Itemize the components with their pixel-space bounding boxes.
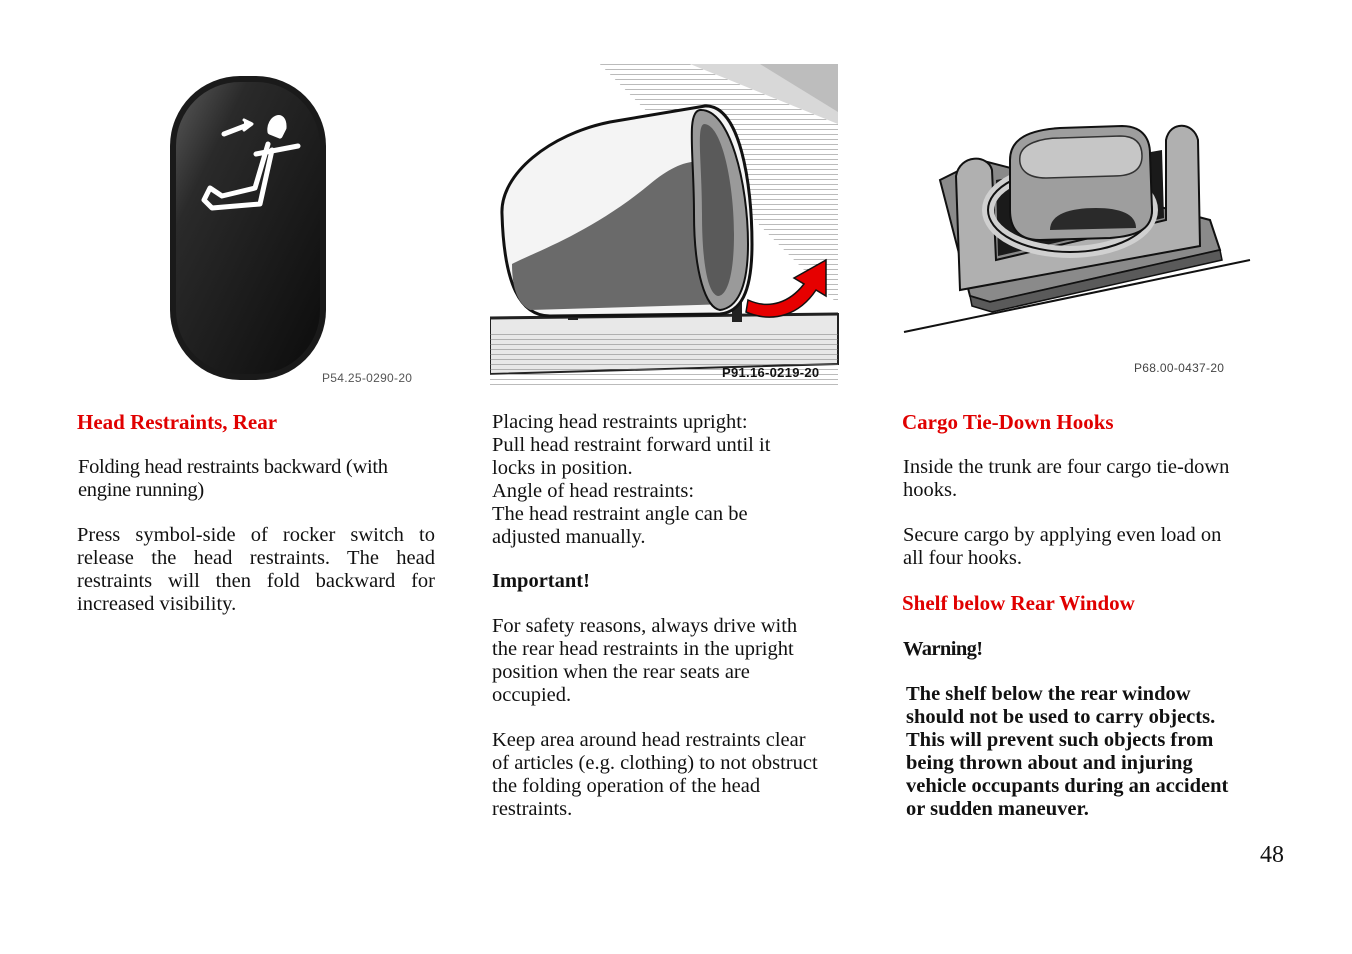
text-line: Keep area around head restraints clear xyxy=(492,729,806,751)
text-line: For safety reasons, always drive with xyxy=(492,615,798,637)
text-line: engine running) xyxy=(78,479,204,501)
cargo-hook-figure xyxy=(900,110,1260,385)
page-number: 48 xyxy=(1260,842,1284,868)
text-line: position when the rear seats are xyxy=(492,661,750,683)
text-line: of articles (e.g. clothing) to not obstruct xyxy=(492,752,818,774)
warning-text xyxy=(906,683,1228,821)
figure-code: P54.25-0290-20 xyxy=(322,371,413,385)
intro-text xyxy=(492,411,770,549)
headrest-illustration xyxy=(490,64,840,388)
text-line: This will prevent such objects from xyxy=(906,729,1214,751)
text-line: restraints. xyxy=(492,798,573,820)
text-line: hooks. xyxy=(903,479,958,501)
text-line: Folding head restraints backward (with xyxy=(78,456,388,478)
text-line: Inside the trunk are four cargo tie-down xyxy=(903,456,1230,478)
rocker-switch-illustration xyxy=(160,70,440,390)
text-line: Secure cargo by applying even load on xyxy=(903,524,1222,546)
text-line: the folding operation of the head xyxy=(492,775,761,797)
text-line: the rear head restraints in the upright xyxy=(492,638,794,660)
text-line: all four hooks. xyxy=(903,547,1022,569)
section-heading-head-restraints-rear: Head Restraints, Rear xyxy=(77,410,278,434)
text-line: Pull head restraint forward until it xyxy=(492,434,771,456)
text-line: Placing head restraints upright: xyxy=(492,411,748,433)
section-heading-shelf: Shelf below Rear Window xyxy=(902,591,1135,615)
cargo-hook-illustration xyxy=(900,110,1260,350)
text-line: The shelf below the rear window xyxy=(906,683,1191,705)
text-line: The head restraint angle can be xyxy=(492,503,748,525)
figure-code: P68.00-0437-20 xyxy=(1134,361,1225,375)
text-line: occupied. xyxy=(492,684,572,706)
cargo-text-2 xyxy=(903,524,1221,570)
warning-label: Warning! xyxy=(903,638,983,660)
subtitle-folding xyxy=(78,456,388,502)
text-line: should not be used to carry objects. xyxy=(906,706,1216,728)
safety-text xyxy=(492,615,797,707)
text-line: vehicle occupants during an accident xyxy=(906,775,1229,797)
text-line: locks in position. xyxy=(492,457,633,479)
section-heading-cargo-hooks: Cargo Tie-Down Hooks xyxy=(902,410,1114,434)
body-text: Press symbol-side of rocker switch to release the head restraints. The head restraints will then fold backward for increased visibility. xyxy=(77,524,435,615)
headrest-figure xyxy=(490,64,840,388)
important-label: Important! xyxy=(492,570,590,592)
text-line: Angle of head restraints: xyxy=(492,480,695,502)
cargo-text-1 xyxy=(903,456,1229,502)
text-line: being thrown about and injuring xyxy=(906,752,1193,774)
clear-area-text xyxy=(492,729,818,821)
text-line: adjusted manually. xyxy=(492,526,646,548)
text-line: or sudden maneuver. xyxy=(906,798,1089,820)
figure-code: P91.16-0219-20 xyxy=(722,365,820,380)
rocker-switch-figure xyxy=(160,70,440,390)
